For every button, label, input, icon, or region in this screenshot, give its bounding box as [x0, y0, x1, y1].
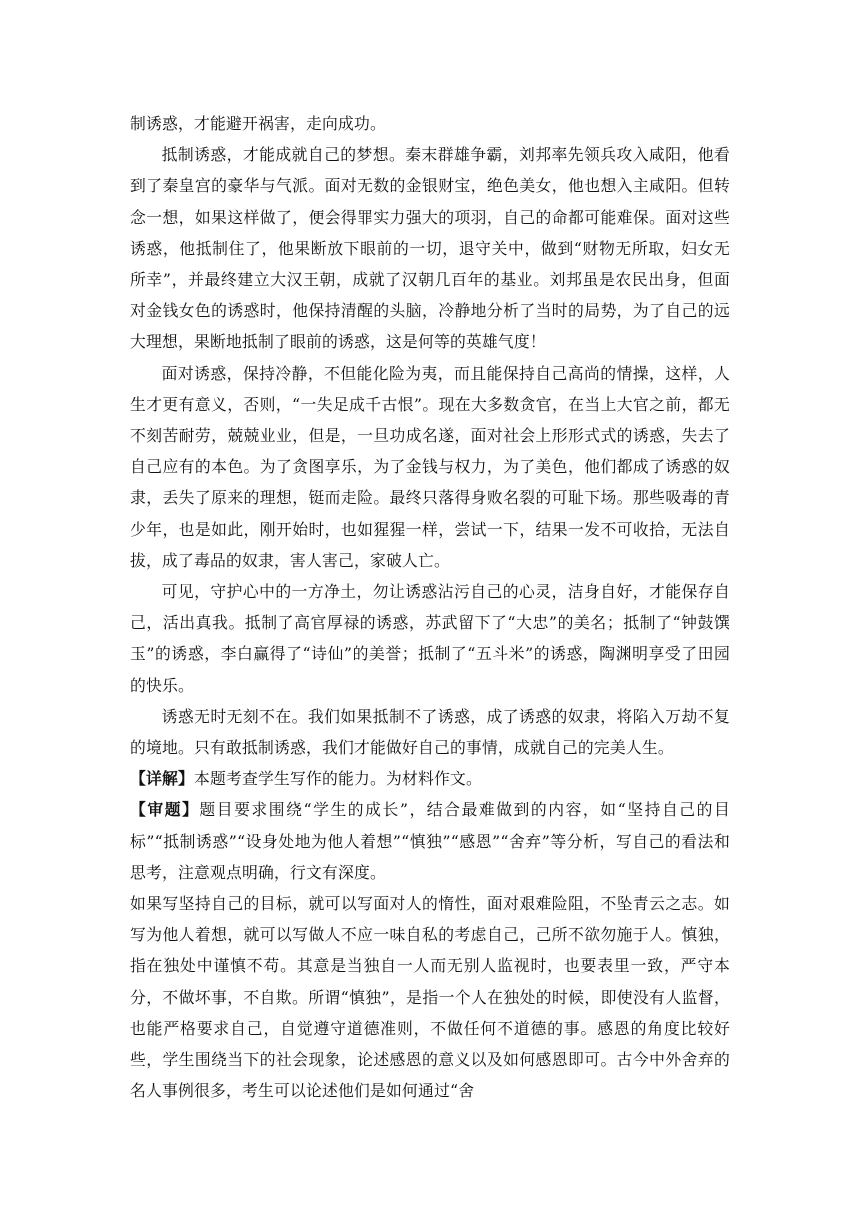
paragraph: 抵制诱惑，才能成就自己的梦想。秦末群雄争霸，刘邦率先领兵攻入咸阳，他看到了秦皇宫的豪华与气派。面对无数的金银财宝，绝色美女，他也想入主咸阳。但转念一想，如果这样做了，便会得罪实力强大的项羽，自己的命都可能难保。面对这些诱惑，他抵制住了，他果断放下眼前的一切，退守关中，做到“财物无所取，妇女无所幸”，并最终建立大汉王朝，成就了汉朝几百年的基业。刘邦虽是农民出身，但面对金钱女色的诱惑时，他保持清醒的头脑，冷静地分析了当时的局势，为了自己的远大理想，果断地抵制了眼前的诱惑，这是何等的英雄气度！: [130, 145, 730, 352]
section-label: 【详解】: [130, 769, 194, 789]
paragraph: 如果写坚持自己的目标，就可以写面对人的惰性，面对艰难险阻，不坠青云之志。如写为他人着想，就可以写做人不应一味自私的考虑自己，己所不欲勿施于人。慎独，指在独处中谨慎不苟。其意是当独自一人而无别人监视时，也要表里一致，严守本分，不做坏事，不自欺。所谓“慎独”，是指一个人在独处的时候，即使没有人监督，也能严格要求自己，自觉遵守道德准则，不做任何不道德的事。感恩的角度比较好些，学生围绕当下的社会现象，论述感恩的意义以及如何感恩即可。古今中外舍弃的名人事例很多，考生可以论述他们是如何通过“舍: [130, 894, 730, 1101]
paragraph-text: 本题考查学生写作的能力。为材料作文。: [194, 769, 482, 789]
document-body: [130, 108, 730, 1107]
paragraph: 诱惑无时无刻不在。我们如果抵制不了诱惑，成了诱惑的奴隶，将陷入万劫不复的境地。只有敢抵制诱惑，我们才能做好自己的事情，成就自己的完美人生。: [130, 706, 730, 758]
paragraph: 可见，守护心中的一方净土，勿让诱惑沾污自己的心灵，洁身自好，才能保存自己，活出真我。抵制了高官厚禄的诱惑，苏武留下了“大忠”的美名；抵制了“钟鼓馔玉”的诱惑，李白赢得了“诗仙”的美誉；抵制了“五斗米”的诱惑，陶渊明享受了田园的快乐。: [130, 582, 730, 695]
section-label: 【审题】: [130, 800, 200, 820]
paragraph-detail: [130, 763, 730, 794]
paragraph: 制诱惑，才能避开祸害，走向成功。: [130, 114, 386, 133]
paragraph: 面对诱惑，保持冷静，不但能化险为夷，而且能保持自己高尚的情操，这样，人生才更有意义，否则，“一失足成千古恨”。现在大多数贪官，在当上大官之前，都无不刻苦耐劳，兢兢业业，但是，一旦功成名遂，面对社会上形形式式的诱惑，失去了自己应有的本色。为了贪图享乐，为了金钱与权力，为了美色，他们都成了诱惑的奴隶，丢失了原来的理想，铤而走险。最终只落得身败名裂的可耻下场。那些吸毒的青少年，也是如此，刚开始时，也如猩猩一样，尝试一下，结果一发不可收拾，无法自拔，成了毒品的奴隶，害人害己，家破人亡。: [130, 363, 730, 570]
paragraph-topic-analysis: [130, 794, 730, 888]
paragraph-text: 题目要求围绕“学生的成长”，结合最难做到的内容，如“坚持自己的目标”“抵制诱惑”“设身处地为他人着想”“慎独”“感恩”“舍弃”等分析，写自己的看法和思考，注意观点明确，行文有深度。: [130, 800, 730, 882]
